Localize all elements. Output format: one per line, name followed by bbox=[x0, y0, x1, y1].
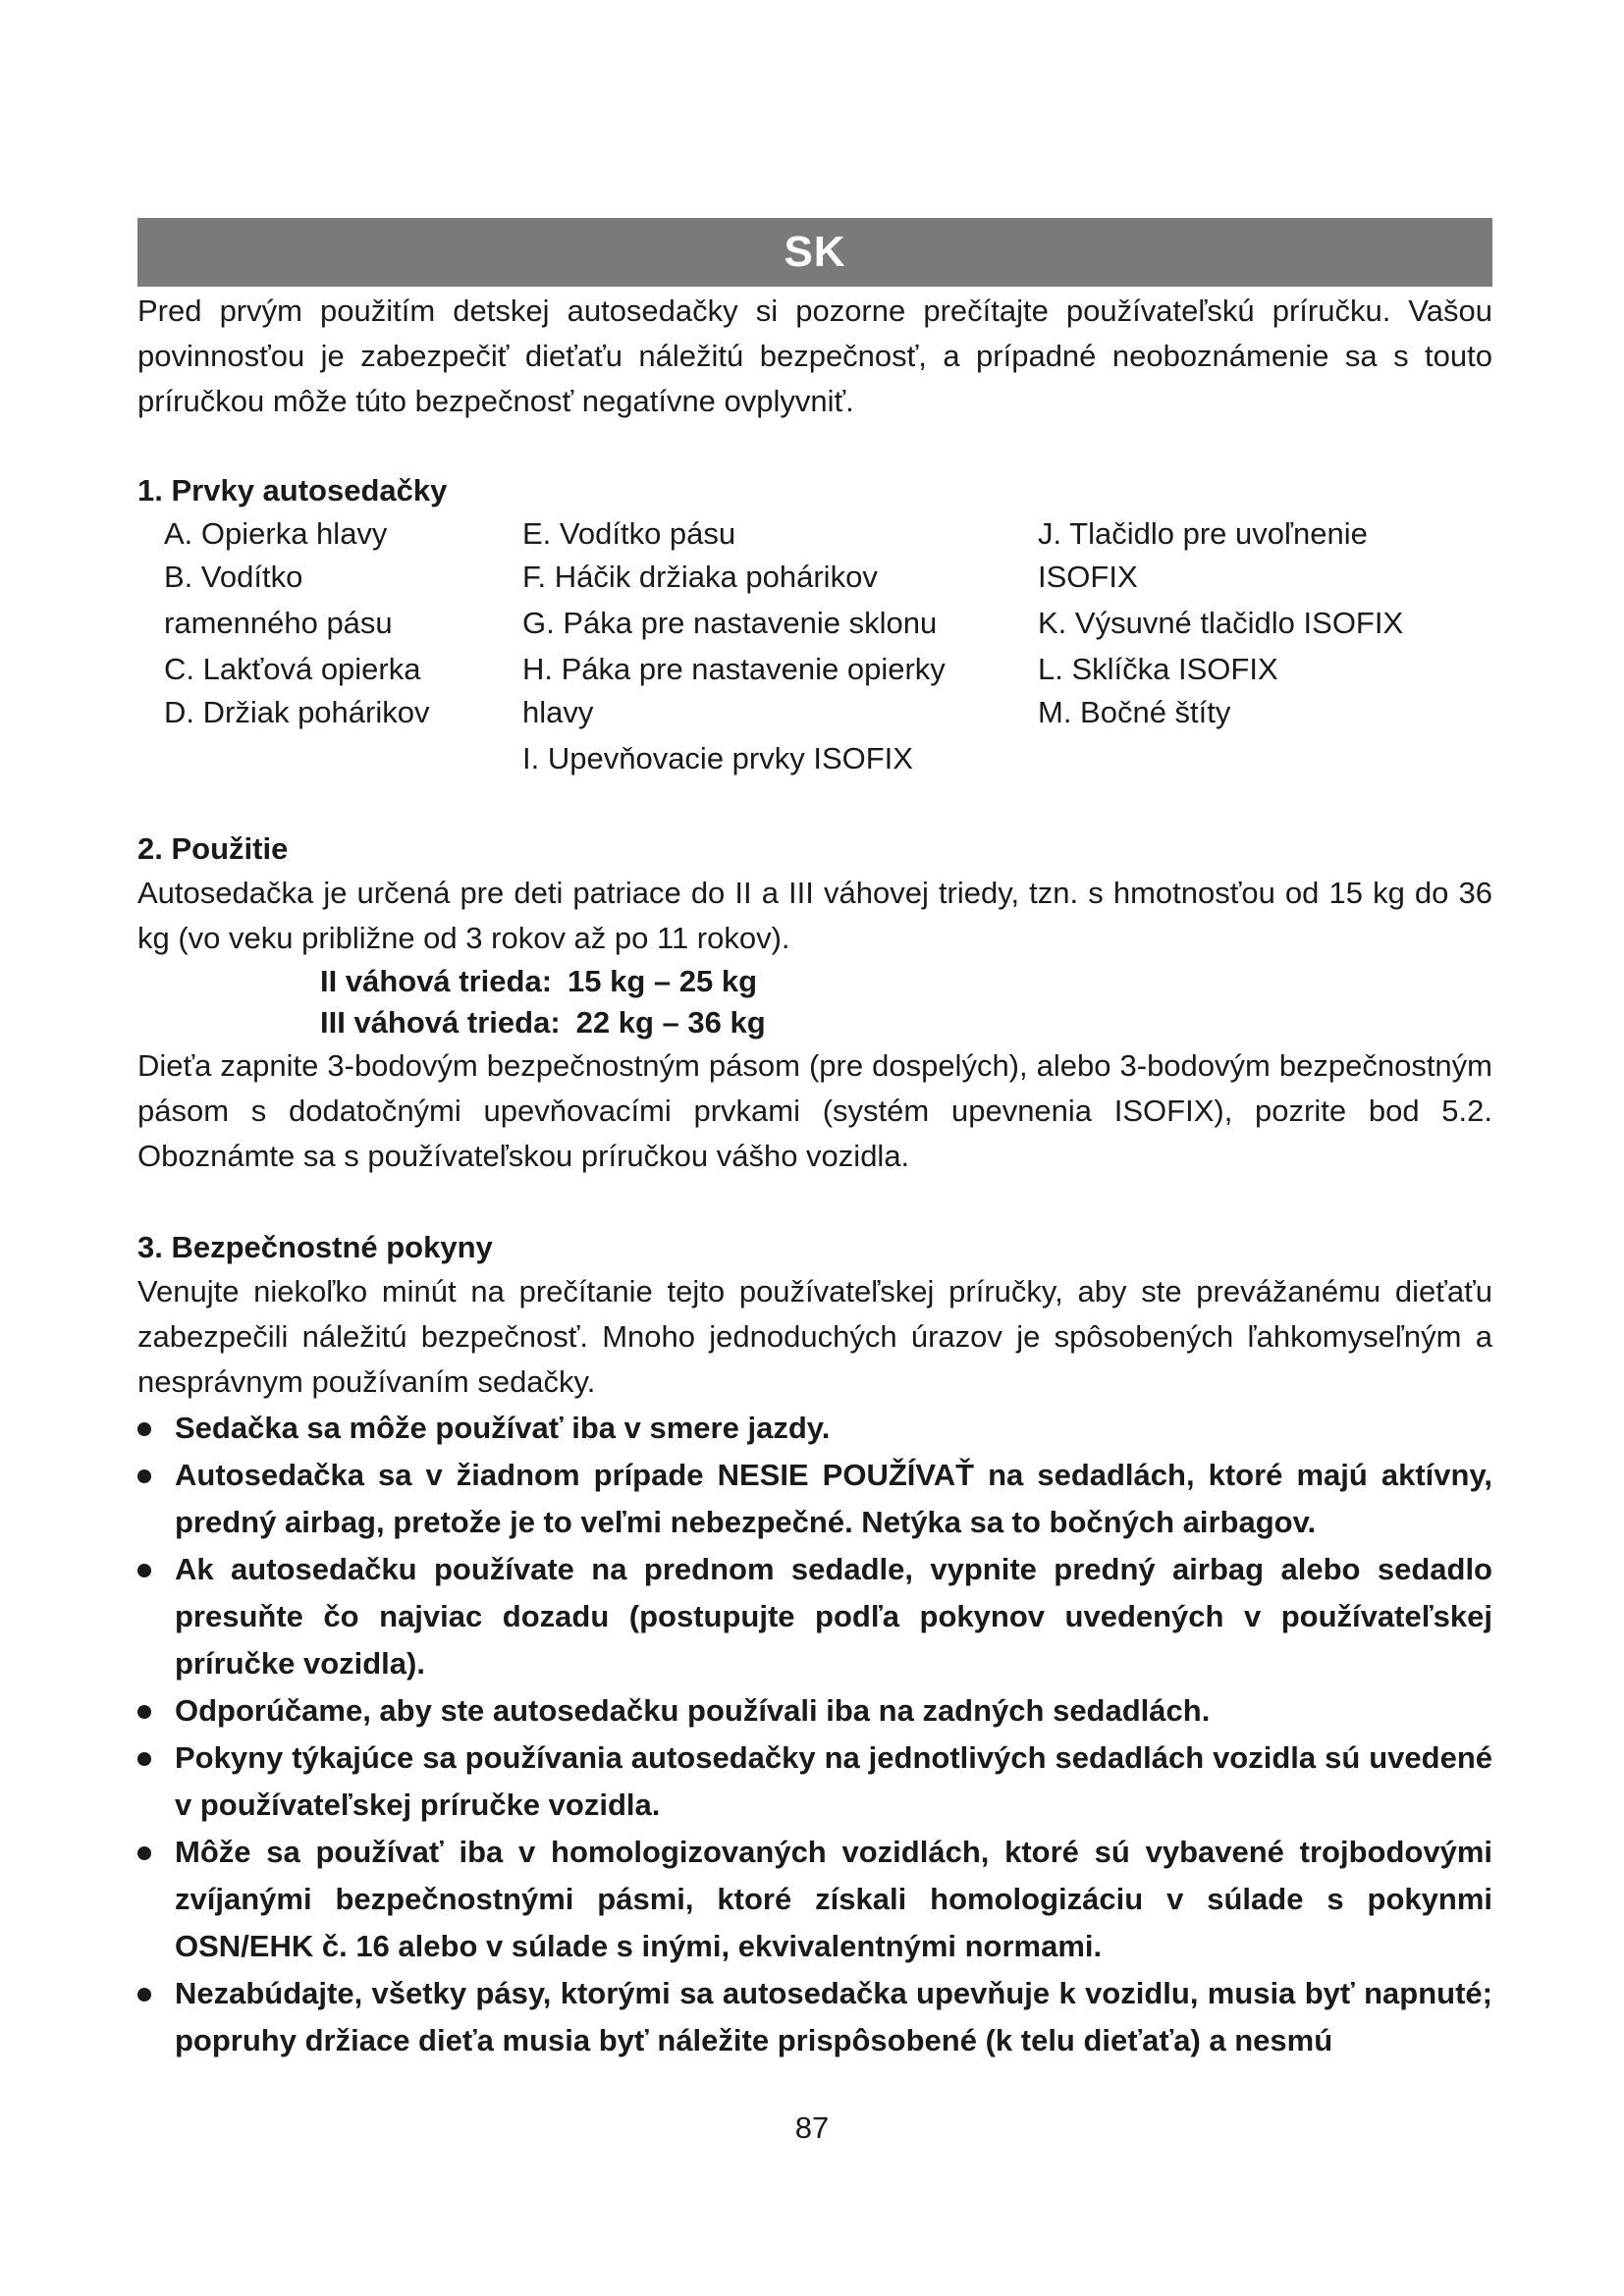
safety-bullet-list bbox=[137, 1405, 1492, 2064]
component-item: F. Háčik držiaka pohárikov bbox=[522, 560, 878, 594]
component-item: C. Lakťová opierka bbox=[164, 652, 421, 686]
components-list bbox=[137, 512, 1492, 780]
component-item: G. Páka pre nastavenie sklonu bbox=[522, 606, 938, 640]
section-safety bbox=[137, 1226, 1492, 2064]
weight-class-row bbox=[320, 1002, 1492, 1043]
weight-classes bbox=[137, 961, 1492, 1043]
bullet-icon bbox=[137, 1752, 151, 1766]
component-item: D. Držiak pohárikov bbox=[164, 695, 430, 729]
weight-class-value: 22 kg – 36 kg bbox=[575, 1005, 766, 1040]
component-item: A. Opierka hlavy bbox=[164, 516, 388, 551]
weight-class-row bbox=[320, 961, 1492, 1002]
component-item: I. Upevňovacie prvky ISOFIX bbox=[522, 741, 913, 775]
safety-bullet bbox=[137, 1970, 1492, 2064]
bullet-text: Sedačka sa môže používať iba v smere jazdy. bbox=[175, 1411, 831, 1445]
document-page bbox=[137, 218, 1492, 2064]
safety-bullet bbox=[137, 1735, 1492, 1829]
language-code: SK bbox=[784, 228, 846, 276]
bullet-text: Odporúčame, aby ste autosedačku používali iba na zadných sedadlách. bbox=[175, 1693, 1211, 1728]
bullet-icon bbox=[137, 1705, 151, 1719]
belt-paragraph: Dieťa zapnite 3-bodovým bezpečnostným pásom (pre dospelých), alebo 3-bodovým bezpečnostným pásom s dodatočnými upevňovacími prvkami (systém upevnenia ISOFIX), pozrite bod 5.2. Oboznámte sa s používateľskou príručkou vášho vozidla. bbox=[137, 1048, 1492, 1173]
safety-bullet bbox=[137, 1687, 1492, 1735]
component-item: K. Výsuvné tlačidlo ISOFIX bbox=[1038, 606, 1404, 640]
component-item: L. Sklíčka ISOFIX bbox=[1038, 652, 1278, 686]
section-2-title: 2. Použitie bbox=[137, 831, 289, 866]
bullet-text: Ak autosedačku používate na prednom sedadle, vypnite predný airbag alebo sedadlo presuňte čo najviac dozadu (postupujte podľa pokynov uvedených v používateľskej príručke vozidla). bbox=[175, 1552, 1492, 1681]
bullet-icon bbox=[137, 1564, 151, 1577]
bullet-icon bbox=[137, 1469, 151, 1483]
components-column-2 bbox=[522, 512, 1038, 780]
components-column-1 bbox=[137, 512, 522, 780]
component-item: hlavy bbox=[522, 695, 594, 729]
usage-paragraph: Autosedačka je určená pre deti patriace do II a III váhovej triedy, tzn. s hmotnosťou od 15 kg do 36 kg (vo veku približne od 3 rokov až po 11 rokov). bbox=[137, 876, 1492, 955]
weight-class-value: 15 kg – 25 kg bbox=[568, 964, 758, 998]
safety-bullet bbox=[137, 1405, 1492, 1452]
component-item: H. Páka pre nastavenie opierky bbox=[522, 652, 946, 686]
components-column-3 bbox=[1038, 512, 1492, 780]
language-header-bar bbox=[137, 218, 1492, 287]
bullet-text: Nezabúdajte, všetky pásy, ktorými sa autosedačka upevňuje k vozidlu, musia byť napnuté; popruhy držiace dieťa musia byť náležite prispôsobené (k telu dieťaťa) a nesmú bbox=[175, 1976, 1492, 2057]
safety-bullet bbox=[137, 1546, 1492, 1687]
component-item: J. Tlačidlo pre uvoľnenie bbox=[1038, 516, 1368, 551]
weight-class-label: III váhová trieda: bbox=[320, 1005, 561, 1040]
safety-bullet bbox=[137, 1452, 1492, 1546]
intro-paragraph: Pred prvým použitím detskej autosedačky si pozorne prečítajte používateľskú príručku. Vašou povinnosťou je zabezpečiť dieťaťu náležitú bezpečnosť, a prípadné neoboznámenie sa s touto príručkou môže túto bezpečnosť negatívne ovplyvniť. bbox=[137, 294, 1492, 418]
component-item: ISOFIX bbox=[1038, 560, 1138, 594]
bullet-icon bbox=[137, 1422, 151, 1436]
safety-paragraph: Venujte niekoľko minút na prečítanie tejto používateľskej príručky, aby ste prevážanému dieťaťu zabezpečili náležitú bezpečnosť. Mnoho jednoduchých úrazov je spôsobených ľahkomyseľným a nesprávnym používaním sedačky. bbox=[137, 1274, 1492, 1399]
bullet-text: Autosedačka sa v žiadnom prípade NESIE POUŽÍVAŤ na sedadlách, ktoré majú aktívny, predný airbag, pretože je to veľmi nebezpečné. Netýka sa to bočných airbagov. bbox=[175, 1458, 1492, 1539]
bullet-icon bbox=[137, 1846, 151, 1860]
bullet-icon bbox=[137, 1988, 151, 2002]
section-usage bbox=[137, 828, 1492, 1179]
weight-class-label: II váhová trieda: bbox=[320, 964, 553, 998]
component-item: B. Vodítko bbox=[164, 560, 303, 594]
component-item: M. Bočné štíty bbox=[1038, 695, 1231, 729]
component-item: E. Vodítko pásu bbox=[522, 516, 736, 551]
component-item: ramenného pásu bbox=[164, 606, 393, 640]
bullet-text: Pokyny týkajúce sa používania autosedačky na jednotlivých sedadlách vozidla sú uvedené v používateľskej príručke vozidla. bbox=[175, 1740, 1492, 1822]
bullet-text: Môže sa používať iba v homologizovaných vozidlách, ktoré sú vybavené trojbodovými zvíjanými bezpečnostnými pásmi, ktoré získali homologizáciu v súlade s pokynmi OSN/EHK č. 16 alebo v súlade s inými, ekvivalentnými normami. bbox=[175, 1835, 1492, 1963]
safety-bullet bbox=[137, 1829, 1492, 1970]
section-components bbox=[137, 469, 1492, 780]
section-1-title: 1. Prvky autosedačky bbox=[137, 473, 448, 507]
section-3-title: 3. Bezpečnostné pokyny bbox=[137, 1230, 493, 1264]
page-number: 87 bbox=[794, 2110, 830, 2145]
